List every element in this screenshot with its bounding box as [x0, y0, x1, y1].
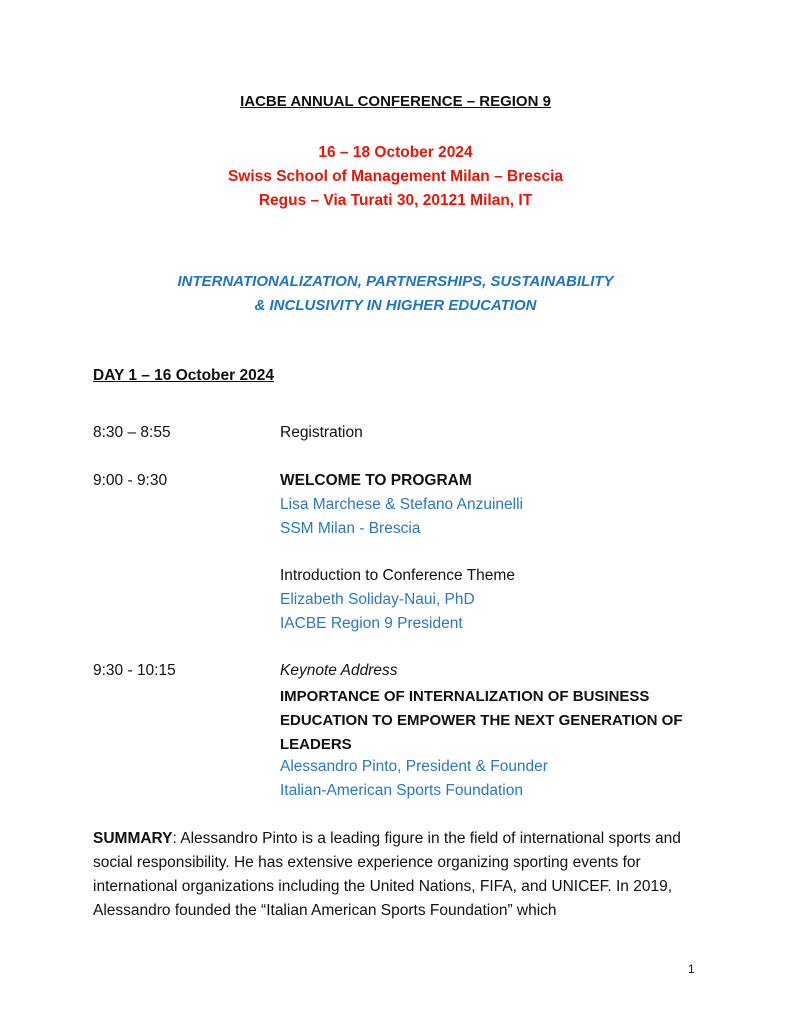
conference-address: Regus – Via Turati 30, 20121 Milan, IT	[258, 192, 533, 209]
keynote-affiliation: Italian-American Sports Foundation	[280, 782, 523, 799]
session-title: Registration	[280, 424, 363, 441]
session-subtitle: Introduction to Conference Theme	[280, 567, 515, 584]
summary-paragraph	[93, 827, 705, 923]
summary-text: : Alessandro Pinto is a leading figure in the field of international sports and social responsibility. He has extensive experience organizing sporting events for international organizations including the United Nations, FIFA, and UNICEF. In 2019, Alessandro founded the “Italian American Sports Foundation” which	[93, 830, 681, 919]
keynote-speaker: Alessandro Pinto, President & Founder	[280, 758, 548, 775]
day-heading: DAY 1 – 16 October 2024	[93, 367, 274, 384]
summary-label: SUMMARY	[93, 830, 173, 847]
session-speaker-2: Elizabeth Soliday-Naui, PhD	[280, 591, 475, 608]
session-time: 9:30 - 10:15	[93, 662, 176, 679]
keynote-title: IMPORTANCE OF INTERNALIZATION OF BUSINESS EDUCATION TO EMPOWER THE NEXT GENERATION OF LEADERS	[280, 688, 683, 753]
theme-line-2: & INCLUSIVITY IN HIGHER EDUCATION	[254, 297, 537, 314]
conference-title: IACBE ANNUAL CONFERENCE – REGION 9	[240, 93, 551, 110]
session-title: WELCOME TO PROGRAM	[280, 472, 472, 489]
session-affiliation: SSM Milan - Brescia	[280, 520, 421, 537]
keynote-label: Keynote Address	[280, 662, 398, 679]
session-affiliation-2: IACBE Region 9 President	[280, 615, 463, 632]
conference-venue: Swiss School of Management Milan – Brescia	[227, 168, 564, 185]
session-speaker: Lisa Marchese & Stefano Anzuinelli	[280, 496, 523, 513]
session-time: 8:30 – 8:55	[93, 424, 171, 441]
session-time: 9:00 - 9:30	[93, 472, 168, 489]
conference-dates: 16 – 18 October 2024	[318, 144, 473, 161]
page-number: 1	[688, 962, 695, 976]
theme-line-1: INTERNATIONALIZATION, PARTNERSHIPS, SUSTAINABILITY	[177, 273, 614, 290]
